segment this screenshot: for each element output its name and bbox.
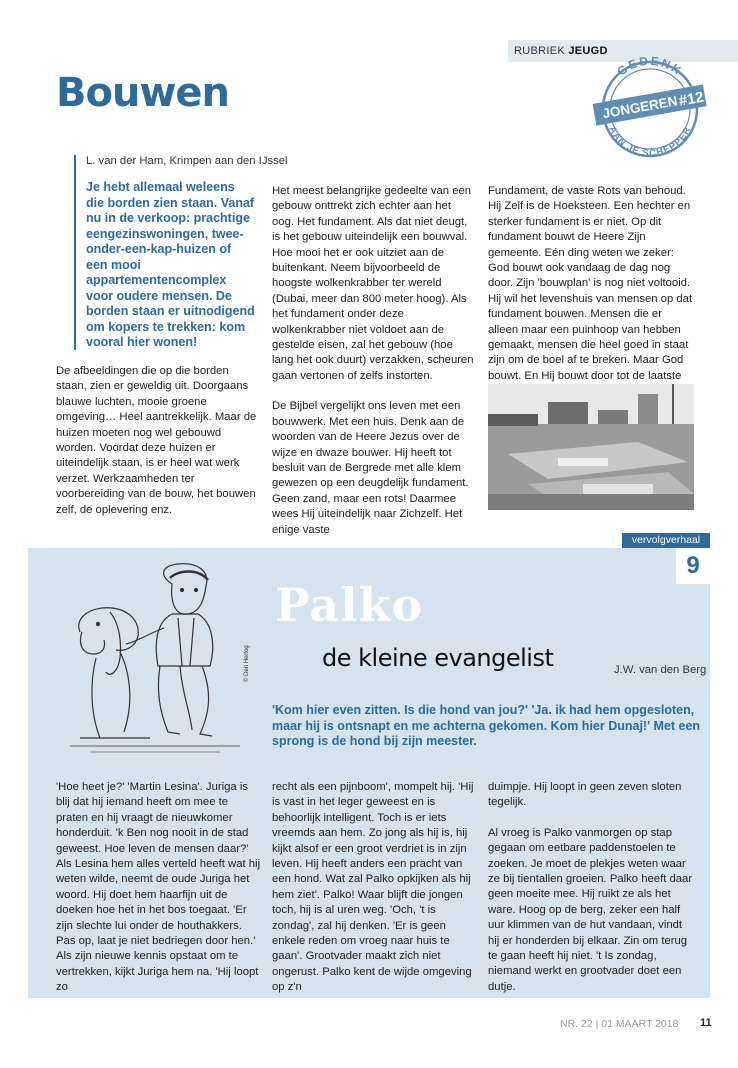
series-label: vervolgverhaal [622, 533, 710, 548]
rubriek-label: RUBRIEK JEUGD [508, 40, 738, 62]
author-divider [74, 155, 76, 350]
stamp-middle-text: JONGEREN [601, 93, 679, 122]
stamp-issue-text: #12 [677, 88, 706, 110]
story-title: Palko [275, 578, 424, 632]
article-paragraph: Fundament, de vaste Rots van behoud. Hij Zelf is de Hoeksteen. Een hechter en sterker fundament is er niet. Op dit fundament bouwt de Heere Zijn gemeente. Eén ding weten we zeker: God bouwt ook vandaag de dag nog door. Zijn 'bouwplan' is nog niet voltooid. Hij wil het levenshuis van mensen op dat fundament bouwen. Mensen die er alleen maar een puinhoop van hebben gemaakt, mensen die heel goed in staat zijn om de boel af te breken. Maar God bouwt. En Hij bouwt door tot de laatste [488, 185, 693, 382]
svg-text:GEDENK [615, 54, 686, 79]
article-column-3 [488, 184, 693, 415]
episode-number: 9 [676, 548, 710, 584]
story-column-2 [272, 780, 477, 1011]
article-column-1 [56, 364, 261, 533]
article-author: L. van der Ham, Krimpen aan den IJssel [86, 155, 288, 167]
stamp-bottom-text: AAN JE SCHEPPER [606, 124, 694, 160]
page-number: 11 [700, 1017, 712, 1029]
svg-text:AAN JE SCHEPPER [606, 125, 694, 160]
story-author: J.W. van den Berg [614, 664, 707, 676]
article-paragraph: Het meest belangrijke gedeelte van een gebouw onttrekt zich echter aan het oog. Het fundament. Als dat niet deugt, is het gebouw uiteindelijk een bouwval. Hoe mooi het er ook uitziet aan de buitenkant. Neem bijvoorbeeld de hoogste wolkenkrabber ter wereld (Dubai, meer dan 800 meter hoog). Als het fundament onder deze wolkenkrabber niet voldoet aan de gestelde eisen, zal het gebouw (hoe lang het ook duurt) verzakken, scheuren gaan vertonen of zelfs instorten. [272, 185, 474, 382]
issue-footer: NR. 22 | 01 MAART 2018 [560, 1018, 679, 1030]
story-paragraph: recht als een pijnboom', mompelt hij. 'Hij is vast in het leger geweest en is behoorlijk intelligent. Toch is er iets vreemds aan hem. Zo jong als hij is, hij kijkt alsof er een groot verdriet is in zijn leven. Hij heeft anders een pracht van een hond. Wat zal Palko opkijken als hij hem ziet'. Palko! Waar blijft die jongen toch, hij is al uren weg. 'Och, 't is zondag', zal hij denken. 'Er is geen enkele reden om vroeg naar huis te gaan'. Grootvader maakt zich niet ongerust. Palko kent de wijde omgeving op z'n [272, 781, 474, 994]
article-title: Bouwen [56, 70, 230, 116]
construction-site-photo [488, 384, 694, 510]
article-paragraph: De Bijbel vergelijkt ons leven met een bouwwerk. Met een huis. Denk aan de woorden van de Heere Jezus over de wijze en dwaze bouwer. Hij heeft tot besluit van de Bergrede met alle klem gewezen op een deugdelijk fundament. Geen zand, maar een rots! Daarmee wees Hij uiteindelijk naar Zichzelf. Het enige vaste [272, 400, 469, 536]
boy-with-dog-illustration [60, 562, 258, 758]
story-subtitle: de kleine evangelist [322, 644, 554, 672]
story-lead: 'Kom hier even zitten. Is die hond van jou?' 'Ja. ik had hem opgesloten, maar hij is ontsnapt en me achterna gekomen. Kom hier Dunaj!' Met een sprong is de hond bij zijn meester. [272, 703, 701, 748]
illustration-credit: © Den Hertog [244, 645, 250, 682]
article-lead: Je hebt allemaal weleens die borden zien staan. Vanaf nu in de verkoop: prachtige eengezinswoningen, twee-onder-een-kap-huizen of een mooi appartementencomplex voor oudere mensen. De borden staan er uitnodigend om kopers te trekken: kom vooral hier wonen! [86, 180, 255, 349]
story-column-3 [488, 780, 693, 1010]
gedenk-jongeren-stamp [590, 52, 710, 162]
story-paragraph: 'Hoe heet je?' 'Martin Lesina'. Juriga is blij dat hij iemand heeft om mee te praten en hij vraagt de nieuwkomer honderduit. 'k Ben nog nooit in de stad geweest. Hoe leven de mensen daar?' Als Lesina hem alles verteld heeft wat hij weten wilde, neemt de oude Juriga het woord. Hij doet hem haarfijn uit de doeken hoe het in het bos toegaat. 'Er zijn slechte lui onder de houthakkers. Pas op, laat je niet bedriegen door hen.' Als zijn nieuwe kennis opstaat om te vertrekken, kijkt Juriga hem na. 'Hij loopt zo [56, 781, 261, 994]
story-paragraph: duimpje. Hij loopt in geen zeven sloten tegelijk. [488, 781, 682, 809]
article-paragraph: De afbeeldingen die op die borden staan, zien er geweldig uit. Doorgaans blauwe luchten, mooie groene omgeving… Heel aantrekkelijk. Maar de huizen moeten nog wel gebouwd worden. Voordat deze huizen er uiteindelijk staan, is er heel wat werk verzet. Werkzaamheden ter voorbereiding van de bouw, het bouwen zelf, de oplevering enz. [56, 365, 257, 516]
story-paragraph: Al vroeg is Palko vanmorgen op stap gegaan om eetbare paddenstoelen te zoeken. Je moet de plekjes weten waar ze bij tientallen groeien. Palko heeft daar geen moeite mee. Hij ruikt ze als het ware. Hoog op de berg, zeker een half uur klimmen van de hut vandaan, vindt hij er honderden bij elkaar. Zin om terug te gaan heeft hij niet. 't Is zondag, niemand werkt en grootvader doet een dutje. [488, 826, 693, 993]
stamp-top-text: GEDENK [614, 53, 686, 79]
article-column-2 [272, 184, 476, 553]
story-column-1 [56, 780, 261, 1011]
